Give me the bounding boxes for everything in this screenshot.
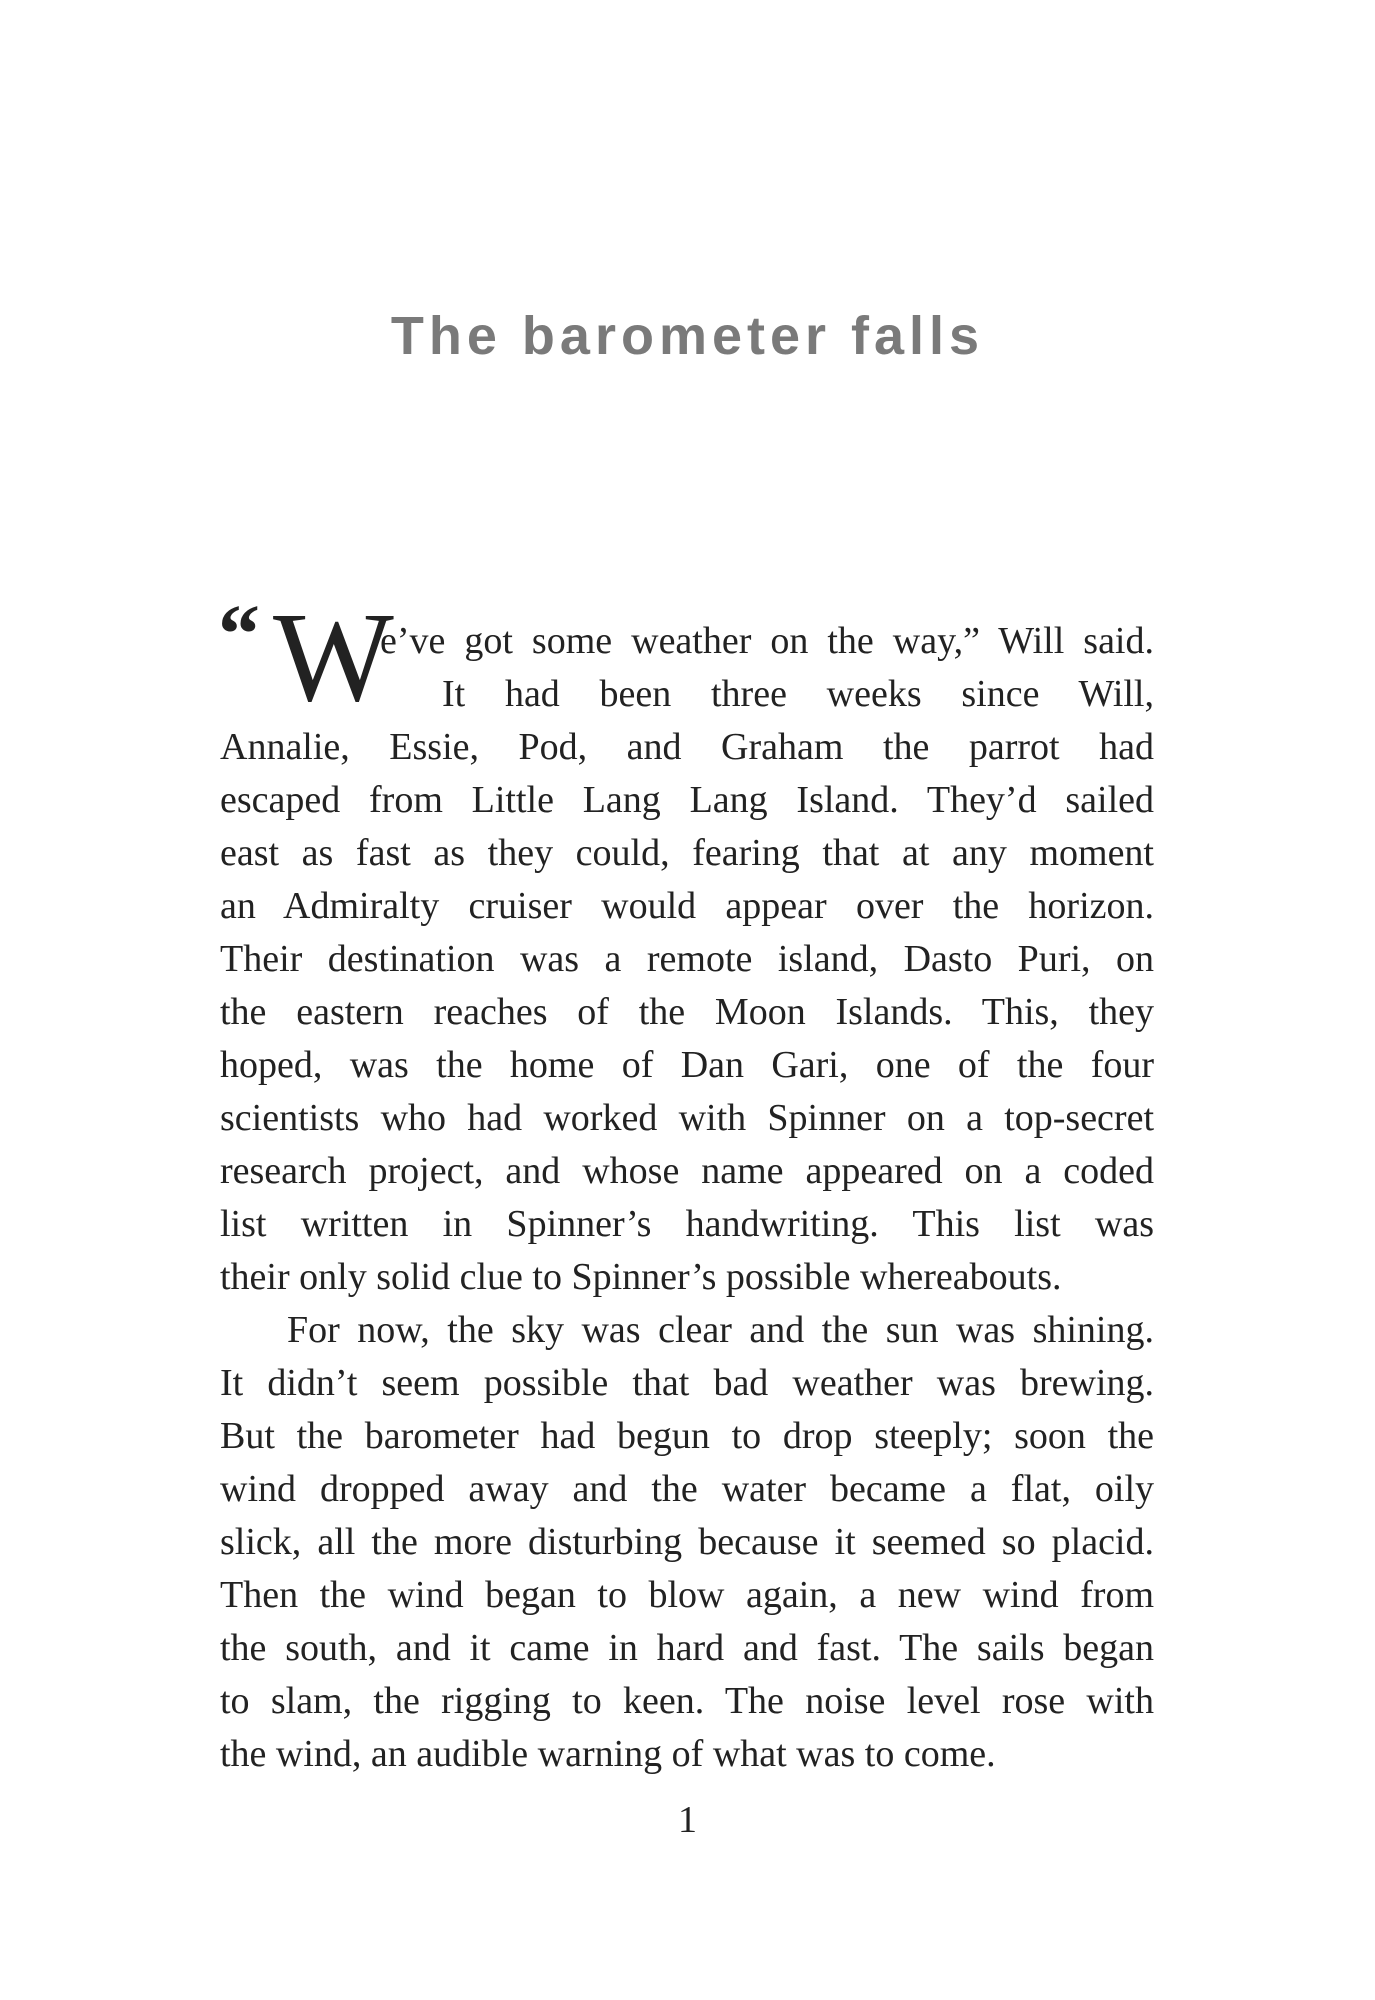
paragraph-line: Their destination was a remote island, Dasto Puri, on: [220, 938, 1154, 980]
paragraph-line: scientists who had worked with Spinner on a top-secret: [220, 1097, 1154, 1139]
body-text: [218, 586, 1154, 1781]
paragraph-line: their only solid clue to Spinner’s possible whereabouts.: [220, 1256, 1062, 1298]
paragraph-1: [220, 615, 1154, 1304]
paragraph-line: research project, and whose name appeared on a coded: [220, 1150, 1154, 1192]
paragraph-line: hoped, was the home of Dan Gari, one of the four: [220, 1044, 1154, 1086]
paragraph-line: escaped from Little Lang Lang Island. They’d sailed: [220, 779, 1154, 821]
paragraph-line: the south, and it came in hard and fast. The sails began: [220, 1627, 1154, 1669]
chapter-title: The barometer falls: [390, 306, 985, 366]
paragraph-line: It had been three weeks since Will,: [442, 673, 1154, 715]
drop-cap-quote-mark: “: [218, 588, 260, 681]
paragraph-line: east as fast as they could, fearing that at any moment: [220, 832, 1154, 874]
paragraph-line: to slam, the rigging to keen. The noise level rose with: [220, 1680, 1154, 1722]
paragraph-line: For now, the sky was clear and the sun was shining.: [287, 1309, 1154, 1351]
paragraph-line: Then the wind began to blow again, a new wind from: [220, 1574, 1154, 1616]
paragraph-line: slick, all the more disturbing because it seemed so placid.: [220, 1521, 1154, 1563]
page-number: 1: [678, 1799, 697, 1841]
paragraph-line: an Admiralty cruiser would appear over the horizon.: [220, 885, 1154, 927]
paragraph-line: list written in Spinner’s handwriting. This list was: [220, 1203, 1154, 1245]
paragraph-line: It didn’t seem possible that bad weather was brewing.: [220, 1362, 1154, 1404]
paragraph-line: wind dropped away and the water became a flat, oily: [220, 1468, 1154, 1510]
paragraph-line: e’ve got some weather on the way,” Will said.: [380, 620, 1154, 662]
paragraph-line: the eastern reaches of the Moon Islands. This, they: [220, 991, 1154, 1033]
paragraph-line: the wind, an audible warning of what was to come.: [220, 1733, 996, 1775]
paragraph-2: [220, 1304, 1154, 1781]
drop-cap-letter: W: [273, 586, 394, 728]
paragraph-line: But the barometer had begun to drop steeply; soon the: [220, 1415, 1154, 1457]
paragraph-line: Annalie, Essie, Pod, and Graham the parrot had: [220, 726, 1154, 768]
